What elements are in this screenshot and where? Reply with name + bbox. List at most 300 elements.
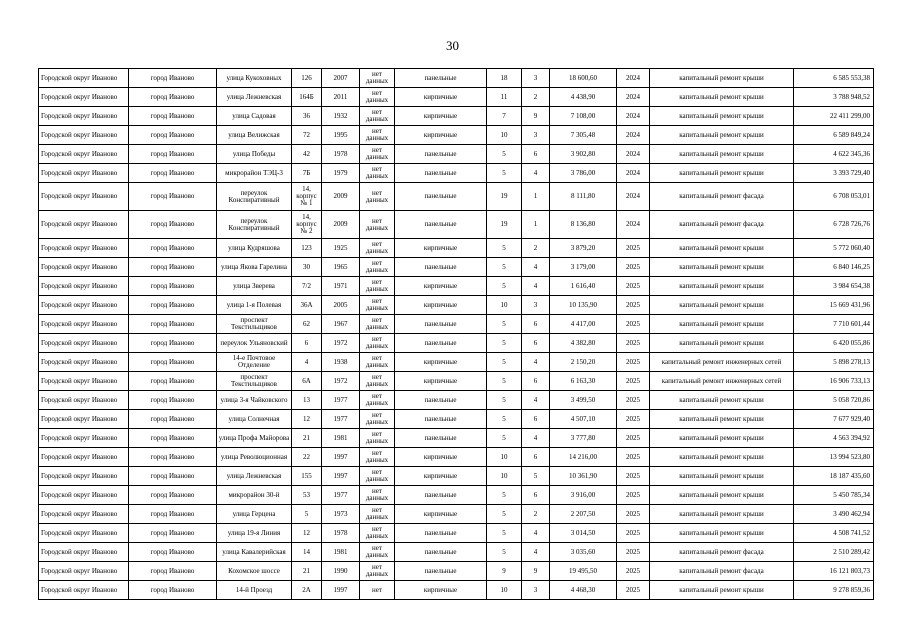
cell-floors: 19 (487, 211, 522, 239)
cell-floors: 19 (487, 183, 522, 211)
table-row (39, 258, 874, 277)
cell-entrances: 4 (522, 391, 550, 410)
table-row (39, 581, 874, 600)
cell-house: 62 (292, 315, 322, 334)
cell-entrances: 6 (522, 315, 550, 334)
table-row (39, 107, 874, 126)
cell-street: улица Кудряшова (217, 239, 292, 258)
cell-floors: 5 (487, 334, 522, 353)
cell-area: 18 600,60 (550, 69, 617, 88)
cell-cost: 4 508 741,52 (794, 524, 874, 543)
cell-condition: нет данных (360, 145, 395, 164)
cell-plan-year: 2025 (617, 505, 650, 524)
cell-city: город Иваново (129, 467, 217, 486)
cell-area: 4 468,30 (550, 581, 617, 600)
cell-floors: 5 (487, 391, 522, 410)
cell-city: город Иваново (129, 88, 217, 107)
cell-year: 1925 (322, 239, 360, 258)
cell-house: 21 (292, 429, 322, 448)
cell-condition: нет данных (360, 505, 395, 524)
cell-year: 1971 (322, 277, 360, 296)
cell-work-type: капитальный ремонт крыши (650, 505, 794, 524)
cell-floors: 5 (487, 145, 522, 164)
cell-street: проспект Текстильщиков (217, 372, 292, 391)
cell-plan-year: 2024 (617, 164, 650, 183)
cell-work-type: капитальный ремонт крыши (650, 581, 794, 600)
cell-city: город Иваново (129, 334, 217, 353)
cell-work-type: капитальный ремонт крыши (650, 296, 794, 315)
cell-entrances: 5 (522, 467, 550, 486)
cell-plan-year: 2025 (617, 524, 650, 543)
cell-year: 2011 (322, 88, 360, 107)
cell-entrances: 3 (522, 69, 550, 88)
cell-cost: 22 411 299,00 (794, 107, 874, 126)
cell-district: Городской округ Иваново (39, 277, 129, 296)
table-row (39, 467, 874, 486)
cell-district: Городской округ Иваново (39, 429, 129, 448)
cell-district: Городской округ Иваново (39, 448, 129, 467)
cell-area: 4 417,00 (550, 315, 617, 334)
cell-floors: 5 (487, 239, 522, 258)
table-row (39, 145, 874, 164)
cell-material: кирпичные (395, 277, 487, 296)
cell-cost: 6 585 553,38 (794, 69, 874, 88)
table-row (39, 524, 874, 543)
cell-material: панельные (395, 543, 487, 562)
cell-floors: 5 (487, 353, 522, 372)
cell-year: 2009 (322, 183, 360, 211)
table-row (39, 183, 874, 211)
cell-floors: 5 (487, 164, 522, 183)
cell-entrances: 4 (522, 277, 550, 296)
cell-material: панельные (395, 391, 487, 410)
cell-plan-year: 2025 (617, 334, 650, 353)
cell-year: 1979 (322, 164, 360, 183)
cell-city: город Иваново (129, 296, 217, 315)
cell-work-type: капитальный ремонт крыши (650, 467, 794, 486)
cell-street: микрорайон ТЭЦ-3 (217, 164, 292, 183)
table-row (39, 505, 874, 524)
cell-plan-year: 2025 (617, 372, 650, 391)
cell-district: Городской округ Иваново (39, 211, 129, 239)
cell-entrances: 3 (522, 296, 550, 315)
cell-floors: 10 (487, 448, 522, 467)
cell-condition: нет данных (360, 353, 395, 372)
cell-condition: нет данных (360, 69, 395, 88)
cell-district: Городской округ Иваново (39, 126, 129, 145)
cell-city: город Иваново (129, 107, 217, 126)
cell-entrances: 2 (522, 239, 550, 258)
cell-cost: 3 393 729,40 (794, 164, 874, 183)
cell-work-type: капитальный ремонт крыши (650, 126, 794, 145)
cell-house: 13 (292, 391, 322, 410)
cell-plan-year: 2024 (617, 211, 650, 239)
cell-work-type: капитальный ремонт крыши (650, 524, 794, 543)
cell-condition: нет данных (360, 211, 395, 239)
cell-material: панельные (395, 145, 487, 164)
cell-plan-year: 2025 (617, 239, 650, 258)
cell-plan-year: 2025 (617, 353, 650, 372)
cell-district: Городской округ Иваново (39, 372, 129, 391)
cell-year: 1990 (322, 562, 360, 581)
cell-condition: нет данных (360, 562, 395, 581)
cell-material: панельные (395, 334, 487, 353)
cell-work-type: капитальный ремонт крыши (650, 277, 794, 296)
cell-condition: нет данных (360, 164, 395, 183)
cell-house: 36 (292, 107, 322, 126)
cell-year: 1967 (322, 315, 360, 334)
cell-work-type: капитальный ремонт крыши (650, 334, 794, 353)
cell-floors: 5 (487, 486, 522, 505)
cell-year: 1981 (322, 429, 360, 448)
cell-street: улица Солнечная (217, 410, 292, 429)
cell-district: Городской округ Иваново (39, 334, 129, 353)
cell-area: 4 382,80 (550, 334, 617, 353)
cell-material: панельные (395, 562, 487, 581)
table-row (39, 126, 874, 145)
cell-floors: 10 (487, 467, 522, 486)
cell-city: город Иваново (129, 211, 217, 239)
cell-entrances: 4 (522, 429, 550, 448)
cell-plan-year: 2025 (617, 429, 650, 448)
cell-house: 30 (292, 258, 322, 277)
cell-floors: 18 (487, 69, 522, 88)
cell-cost: 6 840 146,25 (794, 258, 874, 277)
cell-street: улица 19-я Линия (217, 524, 292, 543)
cell-city: город Иваново (129, 372, 217, 391)
cell-year: 1997 (322, 467, 360, 486)
cell-house: 12 (292, 524, 322, 543)
cell-house: 7Б (292, 164, 322, 183)
cell-material: панельные (395, 410, 487, 429)
cell-district: Городской округ Иваново (39, 524, 129, 543)
table-body (39, 69, 874, 600)
table-row (39, 391, 874, 410)
table-row (39, 88, 874, 107)
cell-condition: нет данных (360, 543, 395, 562)
table-row (39, 429, 874, 448)
cell-entrances: 1 (522, 183, 550, 211)
cell-plan-year: 2024 (617, 183, 650, 211)
cell-street: улица Кавалерийская (217, 543, 292, 562)
cell-condition: нет данных (360, 88, 395, 107)
cell-district: Городской округ Иваново (39, 505, 129, 524)
cell-house: 14 (292, 543, 322, 562)
cell-year: 1981 (322, 543, 360, 562)
cell-condition: нет данных (360, 410, 395, 429)
cell-condition: нет данных (360, 315, 395, 334)
cell-work-type: капитальный ремонт инженерных сетей (650, 353, 794, 372)
cell-district: Городской округ Иваново (39, 107, 129, 126)
cell-cost: 16 906 733,13 (794, 372, 874, 391)
cell-house: 123 (292, 239, 322, 258)
cell-plan-year: 2025 (617, 486, 650, 505)
cell-cost: 9 278 859,36 (794, 581, 874, 600)
housing-repair-table (38, 68, 874, 600)
cell-cost: 3 490 462,94 (794, 505, 874, 524)
cell-condition: нет данных (360, 183, 395, 211)
cell-entrances: 4 (522, 543, 550, 562)
cell-area: 3 916,00 (550, 486, 617, 505)
cell-district: Городской округ Иваново (39, 258, 129, 277)
cell-cost: 5 772 060,40 (794, 239, 874, 258)
cell-work-type: капитальный ремонт крыши (650, 315, 794, 334)
cell-house: 14, корпус № 1 (292, 183, 322, 211)
cell-year: 2007 (322, 69, 360, 88)
cell-city: город Иваново (129, 543, 217, 562)
cell-district: Городской округ Иваново (39, 88, 129, 107)
cell-house: 12 (292, 410, 322, 429)
cell-city: город Иваново (129, 353, 217, 372)
cell-floors: 5 (487, 315, 522, 334)
cell-condition: нет данных (360, 296, 395, 315)
cell-street: улица Зверева (217, 277, 292, 296)
cell-house: 155 (292, 467, 322, 486)
cell-condition: нет данных (360, 429, 395, 448)
cell-city: город Иваново (129, 581, 217, 600)
cell-condition: нет данных (360, 239, 395, 258)
cell-floors: 5 (487, 277, 522, 296)
cell-year: 1972 (322, 334, 360, 353)
cell-floors: 10 (487, 126, 522, 145)
cell-entrances: 4 (522, 524, 550, 543)
cell-cost: 2 510 289,42 (794, 543, 874, 562)
cell-condition: нет данных (360, 524, 395, 543)
cell-area: 7 108,00 (550, 107, 617, 126)
cell-work-type: капитальный ремонт крыши (650, 88, 794, 107)
cell-house: 14, корпус № 2 (292, 211, 322, 239)
cell-year: 1997 (322, 448, 360, 467)
cell-area: 7 305,48 (550, 126, 617, 145)
cell-entrances: 6 (522, 372, 550, 391)
cell-material: кирпичные (395, 372, 487, 391)
cell-condition: нет данных (360, 258, 395, 277)
cell-street: улица 3-я Чайковского (217, 391, 292, 410)
cell-plan-year: 2025 (617, 391, 650, 410)
cell-house: 4 (292, 353, 322, 372)
cell-street: улица Герцена (217, 505, 292, 524)
cell-city: город Иваново (129, 448, 217, 467)
cell-area: 3 499,50 (550, 391, 617, 410)
cell-year: 1965 (322, 258, 360, 277)
cell-house: 6 (292, 334, 322, 353)
cell-material: кирпичные (395, 126, 487, 145)
cell-cost: 16 121 803,73 (794, 562, 874, 581)
cell-house: 2А (292, 581, 322, 600)
cell-city: город Иваново (129, 524, 217, 543)
cell-condition: нет данных (360, 391, 395, 410)
cell-year: 1977 (322, 486, 360, 505)
table-row (39, 277, 874, 296)
table-row (39, 164, 874, 183)
cell-plan-year: 2024 (617, 69, 650, 88)
cell-floors: 5 (487, 524, 522, 543)
cell-area: 8 111,80 (550, 183, 617, 211)
cell-entrances: 4 (522, 353, 550, 372)
cell-district: Городской округ Иваново (39, 486, 129, 505)
cell-street: улица Велижская (217, 126, 292, 145)
cell-house: 6А (292, 372, 322, 391)
cell-area: 10 135,90 (550, 296, 617, 315)
cell-district: Городской округ Иваново (39, 353, 129, 372)
cell-district: Городской округ Иваново (39, 69, 129, 88)
cell-year: 2009 (322, 211, 360, 239)
table-row (39, 353, 874, 372)
cell-material: панельные (395, 258, 487, 277)
cell-entrances: 1 (522, 211, 550, 239)
table-row (39, 69, 874, 88)
cell-floors: 11 (487, 88, 522, 107)
cell-area: 3 014,50 (550, 524, 617, 543)
cell-entrances: 9 (522, 562, 550, 581)
cell-area: 2 207,50 (550, 505, 617, 524)
cell-condition: нет данных (360, 277, 395, 296)
cell-street: проспект Текстильщиков (217, 315, 292, 334)
cell-year: 1978 (322, 524, 360, 543)
cell-district: Городской округ Иваново (39, 164, 129, 183)
cell-material: панельные (395, 211, 487, 239)
table-row (39, 315, 874, 334)
cell-district: Городской округ Иваново (39, 391, 129, 410)
cell-house: 7/2 (292, 277, 322, 296)
cell-city: город Иваново (129, 258, 217, 277)
cell-cost: 5 450 785,34 (794, 486, 874, 505)
cell-area: 4 507,10 (550, 410, 617, 429)
cell-year: 1973 (322, 505, 360, 524)
cell-year: 1978 (322, 145, 360, 164)
cell-work-type: капитальный ремонт крыши (650, 410, 794, 429)
cell-work-type: капитальный ремонт крыши (650, 258, 794, 277)
cell-floors: 5 (487, 372, 522, 391)
cell-district: Городской округ Иваново (39, 145, 129, 164)
cell-entrances: 6 (522, 334, 550, 353)
cell-material: кирпичные (395, 353, 487, 372)
cell-floors: 10 (487, 296, 522, 315)
page-number: 30 (446, 38, 459, 53)
cell-district: Городской округ Иваново (39, 543, 129, 562)
cell-cost: 7 710 601,44 (794, 315, 874, 334)
cell-street: улица Лежневская (217, 467, 292, 486)
cell-condition: нет данных (360, 107, 395, 126)
cell-work-type: капитальный ремонт крыши (650, 145, 794, 164)
cell-area: 19 495,50 (550, 562, 617, 581)
cell-cost: 18 187 435,60 (794, 467, 874, 486)
cell-entrances: 2 (522, 505, 550, 524)
cell-city: город Иваново (129, 126, 217, 145)
cell-entrances: 4 (522, 164, 550, 183)
cell-cost: 13 994 523,80 (794, 448, 874, 467)
cell-district: Городской округ Иваново (39, 183, 129, 211)
cell-material: панельные (395, 315, 487, 334)
table-row (39, 372, 874, 391)
cell-city: город Иваново (129, 429, 217, 448)
cell-material: кирпичные (395, 107, 487, 126)
cell-area: 6 163,30 (550, 372, 617, 391)
cell-street: улица Якова Гарелина (217, 258, 292, 277)
cell-material: панельные (395, 524, 487, 543)
cell-cost: 5 898 278,13 (794, 353, 874, 372)
cell-plan-year: 2025 (617, 277, 650, 296)
cell-material: кирпичные (395, 296, 487, 315)
cell-district: Городской округ Иваново (39, 296, 129, 315)
cell-cost: 6 708 053,01 (794, 183, 874, 211)
cell-material: кирпичные (395, 88, 487, 107)
cell-house: 164Б (292, 88, 322, 107)
cell-city: город Иваново (129, 145, 217, 164)
cell-street: 14-е Почтовое Отделение (217, 353, 292, 372)
cell-city: город Иваново (129, 391, 217, 410)
cell-district: Городской округ Иваново (39, 239, 129, 258)
cell-street: улица Победы (217, 145, 292, 164)
cell-material: панельные (395, 164, 487, 183)
cell-condition: нет данных (360, 448, 395, 467)
table-row (39, 211, 874, 239)
cell-year: 1972 (322, 372, 360, 391)
cell-condition: нет данных (360, 467, 395, 486)
cell-condition: нет данных (360, 372, 395, 391)
cell-material: кирпичные (395, 505, 487, 524)
cell-house: 36А (292, 296, 322, 315)
cell-entrances: 6 (522, 486, 550, 505)
cell-year: 1995 (322, 126, 360, 145)
cell-year: 1932 (322, 107, 360, 126)
cell-cost: 6 728 726,76 (794, 211, 874, 239)
cell-cost: 6 420 055,86 (794, 334, 874, 353)
cell-year: 1977 (322, 410, 360, 429)
cell-plan-year: 2025 (617, 258, 650, 277)
cell-plan-year: 2025 (617, 296, 650, 315)
cell-condition: нет данных (360, 126, 395, 145)
cell-area: 14 216,00 (550, 448, 617, 467)
cell-house: 5 (292, 505, 322, 524)
cell-street: улица Кукоховных (217, 69, 292, 88)
cell-house: 72 (292, 126, 322, 145)
cell-street: Кохомское шоссе (217, 562, 292, 581)
cell-street: микрорайон 30-й (217, 486, 292, 505)
cell-plan-year: 2025 (617, 562, 650, 581)
cell-plan-year: 2024 (617, 107, 650, 126)
cell-city: город Иваново (129, 183, 217, 211)
cell-year: 1997 (322, 581, 360, 600)
cell-plan-year: 2025 (617, 410, 650, 429)
cell-area: 3 035,60 (550, 543, 617, 562)
cell-area: 3 786,00 (550, 164, 617, 183)
table-row (39, 239, 874, 258)
cell-plan-year: 2025 (617, 581, 650, 600)
cell-work-type: капитальный ремонт фасада (650, 543, 794, 562)
cell-cost: 6 589 849,24 (794, 126, 874, 145)
cell-area: 3 777,80 (550, 429, 617, 448)
cell-work-type: капитальный ремонт крыши (650, 448, 794, 467)
cell-area: 3 179,00 (550, 258, 617, 277)
table-row (39, 296, 874, 315)
cell-street: улица Лежневская (217, 88, 292, 107)
cell-material: кирпичные (395, 239, 487, 258)
cell-material: кирпичные (395, 581, 487, 600)
cell-plan-year: 2025 (617, 543, 650, 562)
cell-work-type: капитальный ремонт крыши (650, 486, 794, 505)
cell-district: Городской округ Иваново (39, 467, 129, 486)
cell-floors: 5 (487, 258, 522, 277)
cell-floors: 5 (487, 410, 522, 429)
table-row (39, 448, 874, 467)
cell-street: улица Профа Майорова (217, 429, 292, 448)
cell-floors: 7 (487, 107, 522, 126)
cell-area: 8 136,80 (550, 211, 617, 239)
cell-house: 22 (292, 448, 322, 467)
cell-district: Городской округ Иваново (39, 315, 129, 334)
cell-area: 4 438,90 (550, 88, 617, 107)
